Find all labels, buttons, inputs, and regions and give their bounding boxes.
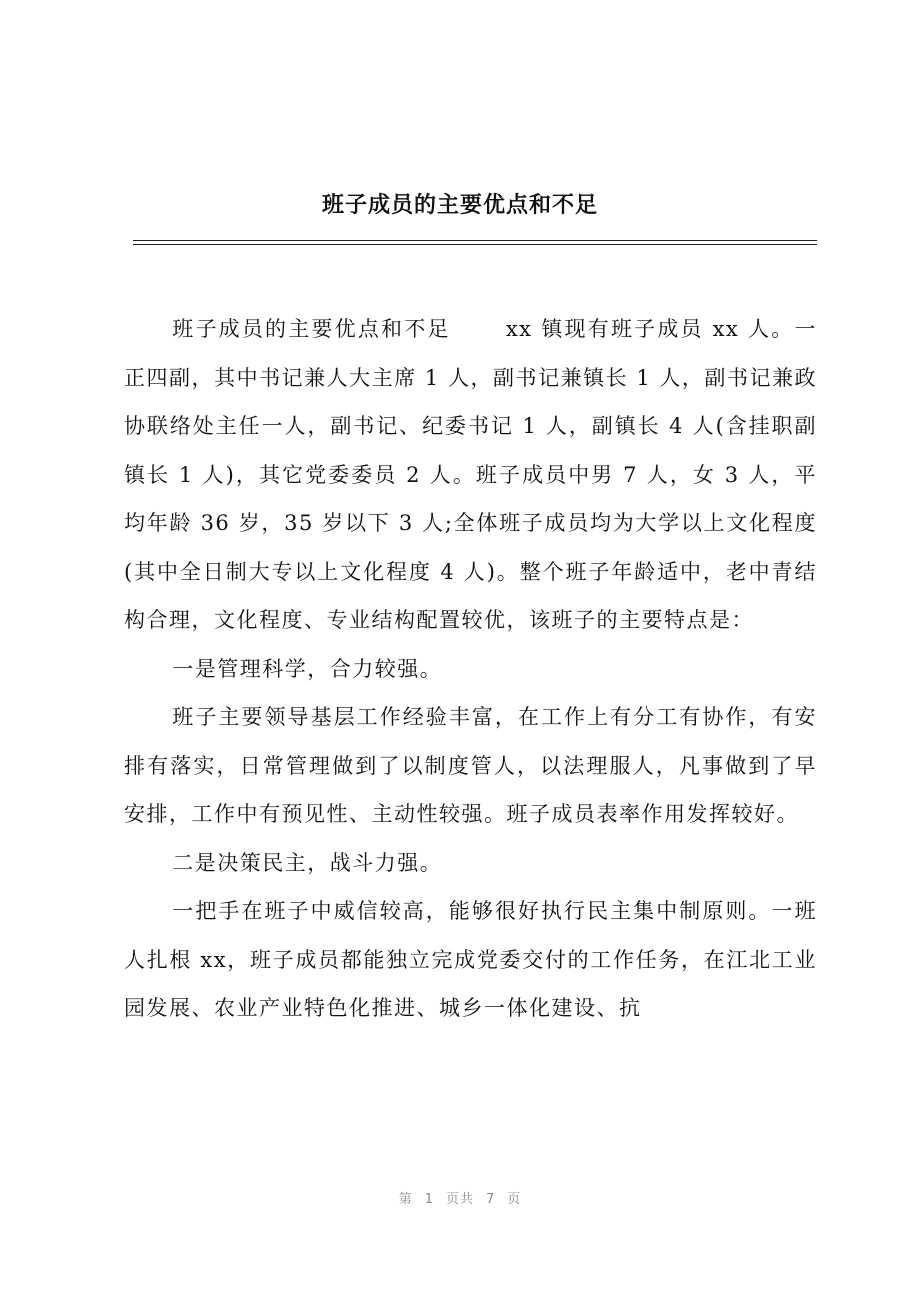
footer-suffix: 页 (507, 1192, 522, 1207)
footer-prefix: 第 (398, 1192, 413, 1207)
document-title: 班子成员的主要优点和不足 (321, 193, 598, 218)
body-paragraph: 一把手在班子中威信较高，能够很好执行民主集中制原则。一班人扎根 xx，班子成员都能独立完成党委交付的工作任务，在江北工业园发展、农业产业特色化推进、城乡一体化建设、抗 (124, 899, 817, 1020)
title-double-rule (133, 240, 817, 245)
document-body (124, 305, 817, 1033)
body-paragraph: 二是决策民主，战斗力强。 (172, 850, 443, 875)
body-paragraph: 一是管理科学，合力较强。 (172, 656, 443, 681)
page-footer (0, 1188, 920, 1207)
current-page-number: 1 (424, 1192, 434, 1207)
total-pages-number: 7 (486, 1192, 496, 1207)
body-paragraph: 班子成员的主要优点和不足 xx 镇现有班子成员 xx 人。一正四副，其中书记兼人大主席 1 人，副书记兼镇长 1 人，副书记兼政协联络处主任一人，副书记、纪委书记 1 人，副镇长 4 人(含挂职副镇长 1 人)，其它党委委员 2 人。班子成员中男 7 人，女 3 人，平均年龄 36 岁，35 岁以下 3 人;全体班子成员均为大学以上文化程度(其中全日制大专以上文化程度 4 人)。整个班子年龄适中，老中青结构合理，文化程度、专业结构配置较优，该班子的主要特点是： (124, 317, 817, 632)
footer-middle: 页共 (445, 1192, 474, 1207)
body-paragraph: 班子主要领导基层工作经验丰富，在工作上有分工有协作，有安排有落实，日常管理做到了以制度管人，以法理服人，凡事做到了早安排，工作中有预见性、主动性较强。班子成员表率作用发挥较好。 (124, 705, 817, 826)
